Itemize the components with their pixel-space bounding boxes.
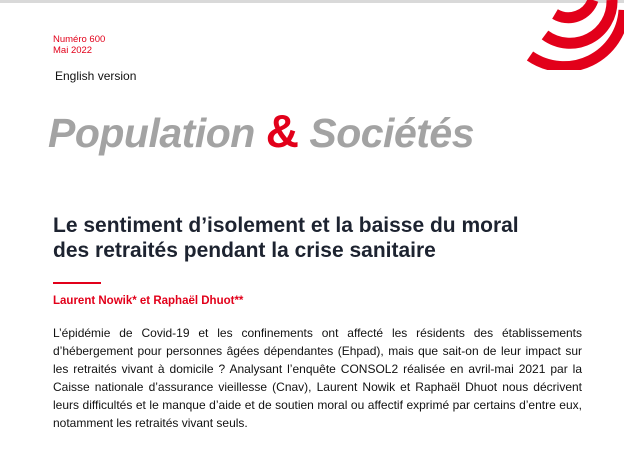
article-title-line-1: Le sentiment d’isolement et la baisse du moral bbox=[53, 214, 519, 237]
issue-date: Mai 2022 bbox=[53, 45, 93, 56]
logo-arc-middle bbox=[545, 0, 612, 43]
publication-title bbox=[48, 104, 474, 158]
article-abstract: L’épidémie de Covid-19 et les confinements ont affecté les résidents des établissements d’hébergement pour personnes âgées dépendantes (Ehpad), mais que sait-on de leur impact sur les retraités vivant à domicile ? Analysant l’enquête CONSOL2 réalisée en avril-mai 2021 par la Caisse nationale d’assurance vieillesse (Cnav), Laurent Nowik et Raphaël Dhuot nous décrivent leurs difficultés et le manque d’aide et de soutien moral ou affectif exprimé par certains d’entre eux, notamment les retraités vivant seuls. bbox=[53, 326, 582, 430]
logo-arc-inner bbox=[555, 0, 593, 18]
article-title bbox=[53, 213, 593, 263]
issue-info bbox=[53, 34, 105, 56]
article-authors: Laurent Nowik* et Raphaël Dhuot** bbox=[53, 295, 244, 307]
issue-number: Numéro 600 bbox=[53, 34, 106, 45]
article-title-line-2: des retraités pendant la crise sanitaire bbox=[53, 239, 436, 262]
publication-title-societes: Sociétés bbox=[309, 110, 475, 156]
english-version-link[interactable]: English version bbox=[55, 69, 137, 83]
ampersand-logo: & bbox=[265, 105, 299, 157]
title-divider bbox=[53, 282, 101, 284]
publication-title-population: Population bbox=[48, 110, 255, 156]
